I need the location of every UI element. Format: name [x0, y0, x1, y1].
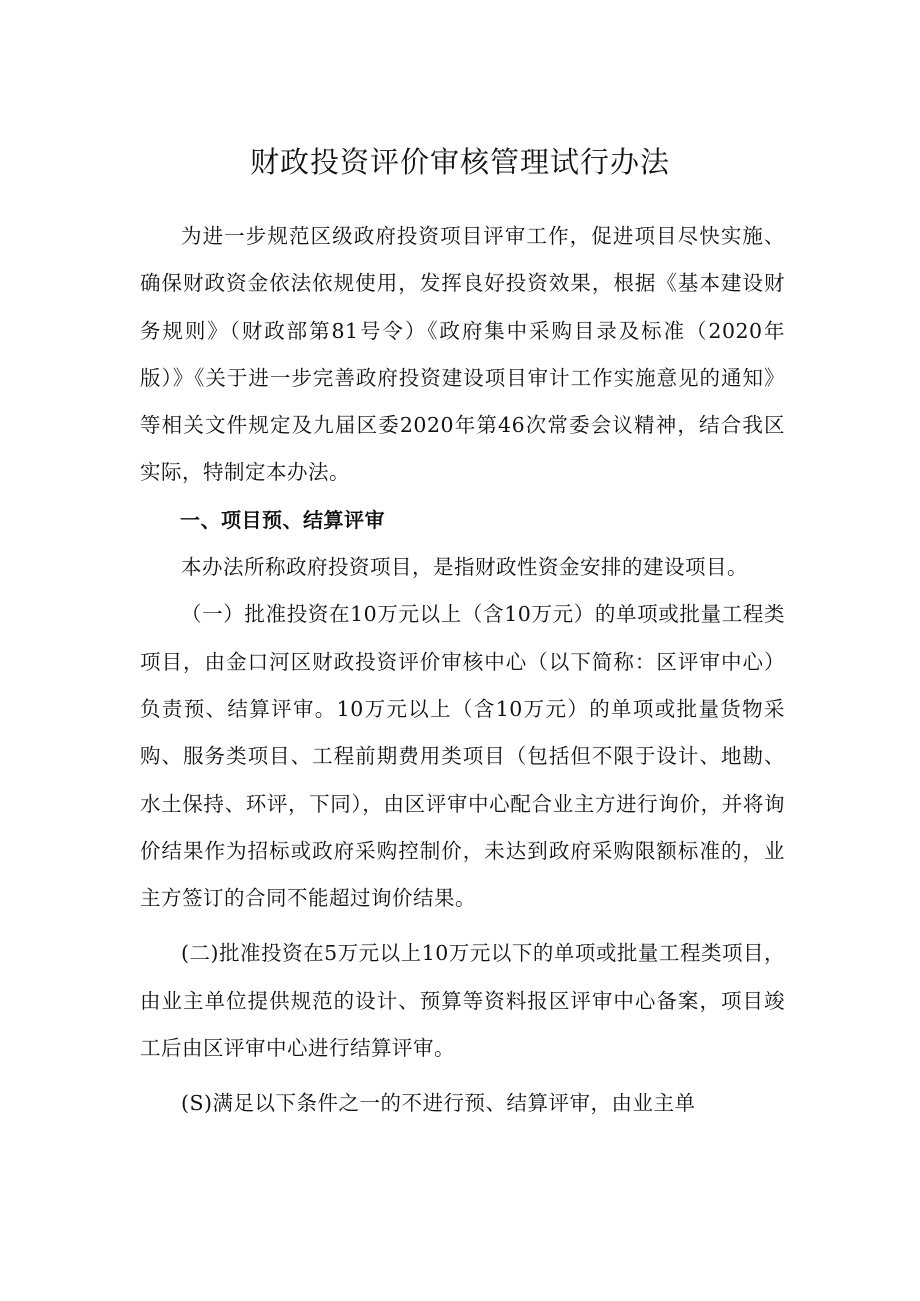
- definition-paragraph: 本办法所称政府投资项目，是指财政性资金安排的建设项目。: [181, 555, 748, 580]
- section-heading-1: 一、项目预、结算评审: [180, 507, 385, 532]
- document-body: [140, 213, 785, 1128]
- clause-3-paragraph: (S)满足以下条件之一的不进行预、结算评审，由业主单: [181, 1091, 696, 1116]
- clause-2-paragraph: (二)批准投资在5万元以上10万元以下的单项或批量工程类项目，由业主单位提供规范的设计、预算等资料报区评审中心备案，项目竣工后由区评审中心进行结算评审。: [140, 941, 785, 1061]
- clause-1-paragraph: （一）批准投资在10万元以上（含10万元）的单项或批量工程类项目，由金口河区财政投资评价审核中心（以下简称：区评审中心）负责预、结算评审。10万元以上（含10万元）的单项或批量货物采购、服务类项目、工程前期费用类项目（包括但不限于设计、地勘、水土保持、环评，下同），由区评审中心配合业主方进行询价，并将询价结果作为招标或政府采购控制价，未达到政府采购限额标准的，业主方签订的合同不能超过询价结果。: [140, 602, 785, 911]
- intro-paragraph: 为进一步规范区级政府投资项目评审工作，促进项目尽快实施、确保财政资金依法依规使用，发挥良好投资效果，根据《基本建设财务规则》（财政部第81号令）《政府集中采购目录及标准（2020年版）》《关于进一步完善政府投资建设项目审计工作实施意见的通知》等相关文件规定及九届区委2020年第46次常委会议精神，结合我区实际，特制定本办法。: [140, 224, 785, 485]
- document-title: 财政投资评价审核管理试行办法: [249, 145, 670, 179]
